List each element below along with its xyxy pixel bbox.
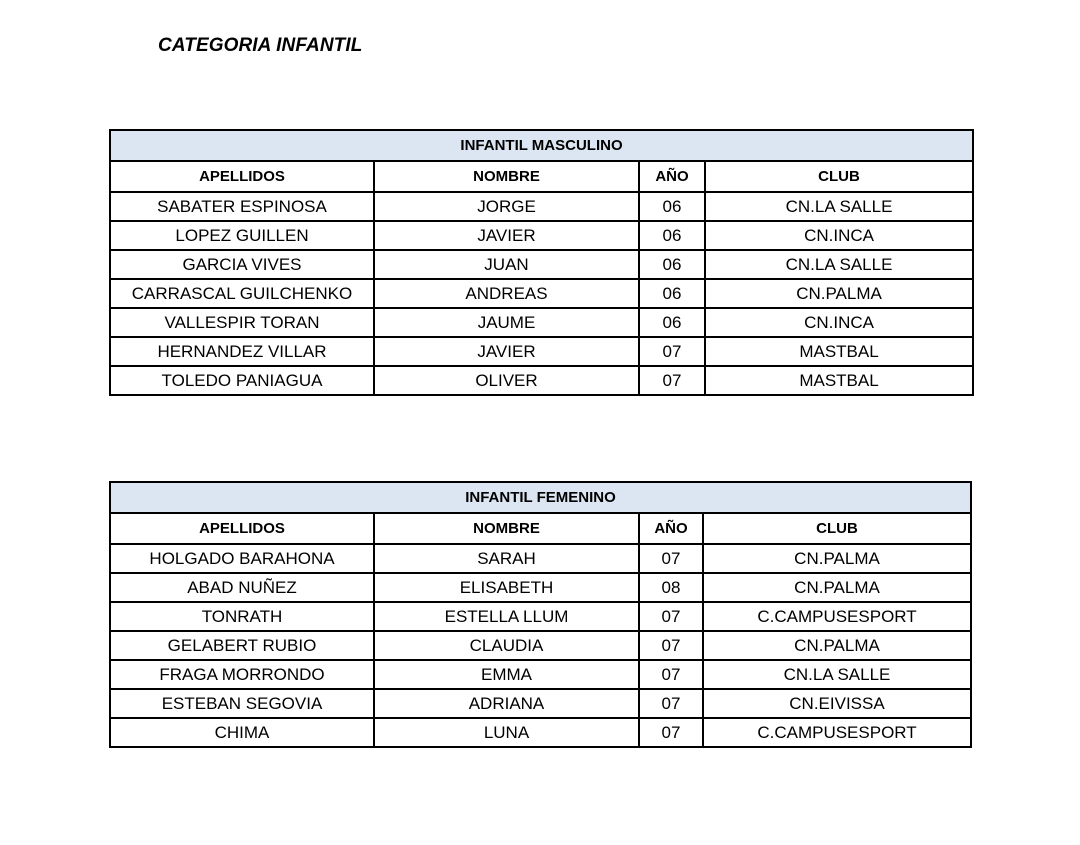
cell-club: C.CAMPUSESPORT <box>703 718 971 747</box>
table-row <box>110 689 971 718</box>
column-header-anio: AÑO <box>639 161 705 192</box>
cell-apellidos: TONRATH <box>110 602 374 631</box>
cell-nombre: LUNA <box>374 718 639 747</box>
table-row <box>110 250 973 279</box>
cell-club: CN.PALMA <box>703 631 971 660</box>
cell-anio: 07 <box>639 544 703 573</box>
cell-anio: 07 <box>639 660 703 689</box>
cell-apellidos: VALLESPIR TORAN <box>110 308 374 337</box>
cell-anio: 06 <box>639 192 705 221</box>
cell-anio: 07 <box>639 337 705 366</box>
cell-club: CN.INCA <box>705 221 973 250</box>
cell-apellidos: SABATER ESPINOSA <box>110 192 374 221</box>
cell-nombre: EMMA <box>374 660 639 689</box>
cell-club: CN.PALMA <box>703 573 971 602</box>
infantil-femenino-table <box>109 481 972 748</box>
infantil-masculino-table <box>109 129 974 396</box>
table-row <box>110 602 971 631</box>
cell-apellidos: HERNANDEZ VILLAR <box>110 337 374 366</box>
cell-nombre: SARAH <box>374 544 639 573</box>
cell-club: CN.LA SALLE <box>705 250 973 279</box>
cell-apellidos: TOLEDO PANIAGUA <box>110 366 374 395</box>
cell-club: MASTBAL <box>705 366 973 395</box>
cell-apellidos: CARRASCAL GUILCHENKO <box>110 279 374 308</box>
column-header-nombre: NOMBRE <box>374 161 639 192</box>
cell-nombre: JAVIER <box>374 337 639 366</box>
page-title: CATEGORIA INFANTIL <box>158 35 363 56</box>
cell-club: MASTBAL <box>705 337 973 366</box>
cell-anio: 06 <box>639 221 705 250</box>
cell-anio: 08 <box>639 573 703 602</box>
cell-apellidos: HOLGADO BARAHONA <box>110 544 374 573</box>
cell-apellidos: ESTEBAN SEGOVIA <box>110 689 374 718</box>
cell-club: CN.LA SALLE <box>705 192 973 221</box>
cell-anio: 07 <box>639 602 703 631</box>
cell-apellidos: LOPEZ GUILLEN <box>110 221 374 250</box>
cell-club: C.CAMPUSESPORT <box>703 602 971 631</box>
column-header-apellidos: APELLIDOS <box>110 161 374 192</box>
cell-apellidos: GELABERT RUBIO <box>110 631 374 660</box>
table-row <box>110 631 971 660</box>
table-row <box>110 366 973 395</box>
cell-nombre: JAVIER <box>374 221 639 250</box>
table-caption: INFANTIL MASCULINO <box>110 130 973 161</box>
cell-club: CN.INCA <box>705 308 973 337</box>
column-header-club: CLUB <box>703 513 971 544</box>
cell-anio: 06 <box>639 250 705 279</box>
table-row <box>110 192 973 221</box>
column-header-nombre: NOMBRE <box>374 513 639 544</box>
table-row <box>110 337 973 366</box>
cell-club: CN.LA SALLE <box>703 660 971 689</box>
table-caption: INFANTIL FEMENINO <box>110 482 971 513</box>
cell-nombre: CLAUDIA <box>374 631 639 660</box>
table-row <box>110 573 971 602</box>
cell-nombre: JUAN <box>374 250 639 279</box>
cell-anio: 07 <box>639 366 705 395</box>
column-header-apellidos: APELLIDOS <box>110 513 374 544</box>
table-row <box>110 221 973 250</box>
table-row <box>110 660 971 689</box>
cell-club: CN.PALMA <box>703 544 971 573</box>
table-row <box>110 544 971 573</box>
cell-apellidos: CHIMA <box>110 718 374 747</box>
cell-apellidos: FRAGA MORRONDO <box>110 660 374 689</box>
cell-anio: 07 <box>639 631 703 660</box>
column-header-club: CLUB <box>705 161 973 192</box>
column-header-anio: AÑO <box>639 513 703 544</box>
cell-nombre: ANDREAS <box>374 279 639 308</box>
cell-nombre: JORGE <box>374 192 639 221</box>
cell-nombre: OLIVER <box>374 366 639 395</box>
cell-nombre: JAUME <box>374 308 639 337</box>
cell-anio: 07 <box>639 689 703 718</box>
cell-apellidos: ABAD NUÑEZ <box>110 573 374 602</box>
cell-club: CN.PALMA <box>705 279 973 308</box>
cell-nombre: ADRIANA <box>374 689 639 718</box>
cell-club: CN.EIVISSA <box>703 689 971 718</box>
table-row <box>110 718 971 747</box>
cell-anio: 06 <box>639 279 705 308</box>
cell-nombre: ESTELLA LLUM <box>374 602 639 631</box>
cell-anio: 07 <box>639 718 703 747</box>
cell-anio: 06 <box>639 308 705 337</box>
table-row <box>110 308 973 337</box>
table-row <box>110 279 973 308</box>
cell-apellidos: GARCIA VIVES <box>110 250 374 279</box>
cell-nombre: ELISABETH <box>374 573 639 602</box>
